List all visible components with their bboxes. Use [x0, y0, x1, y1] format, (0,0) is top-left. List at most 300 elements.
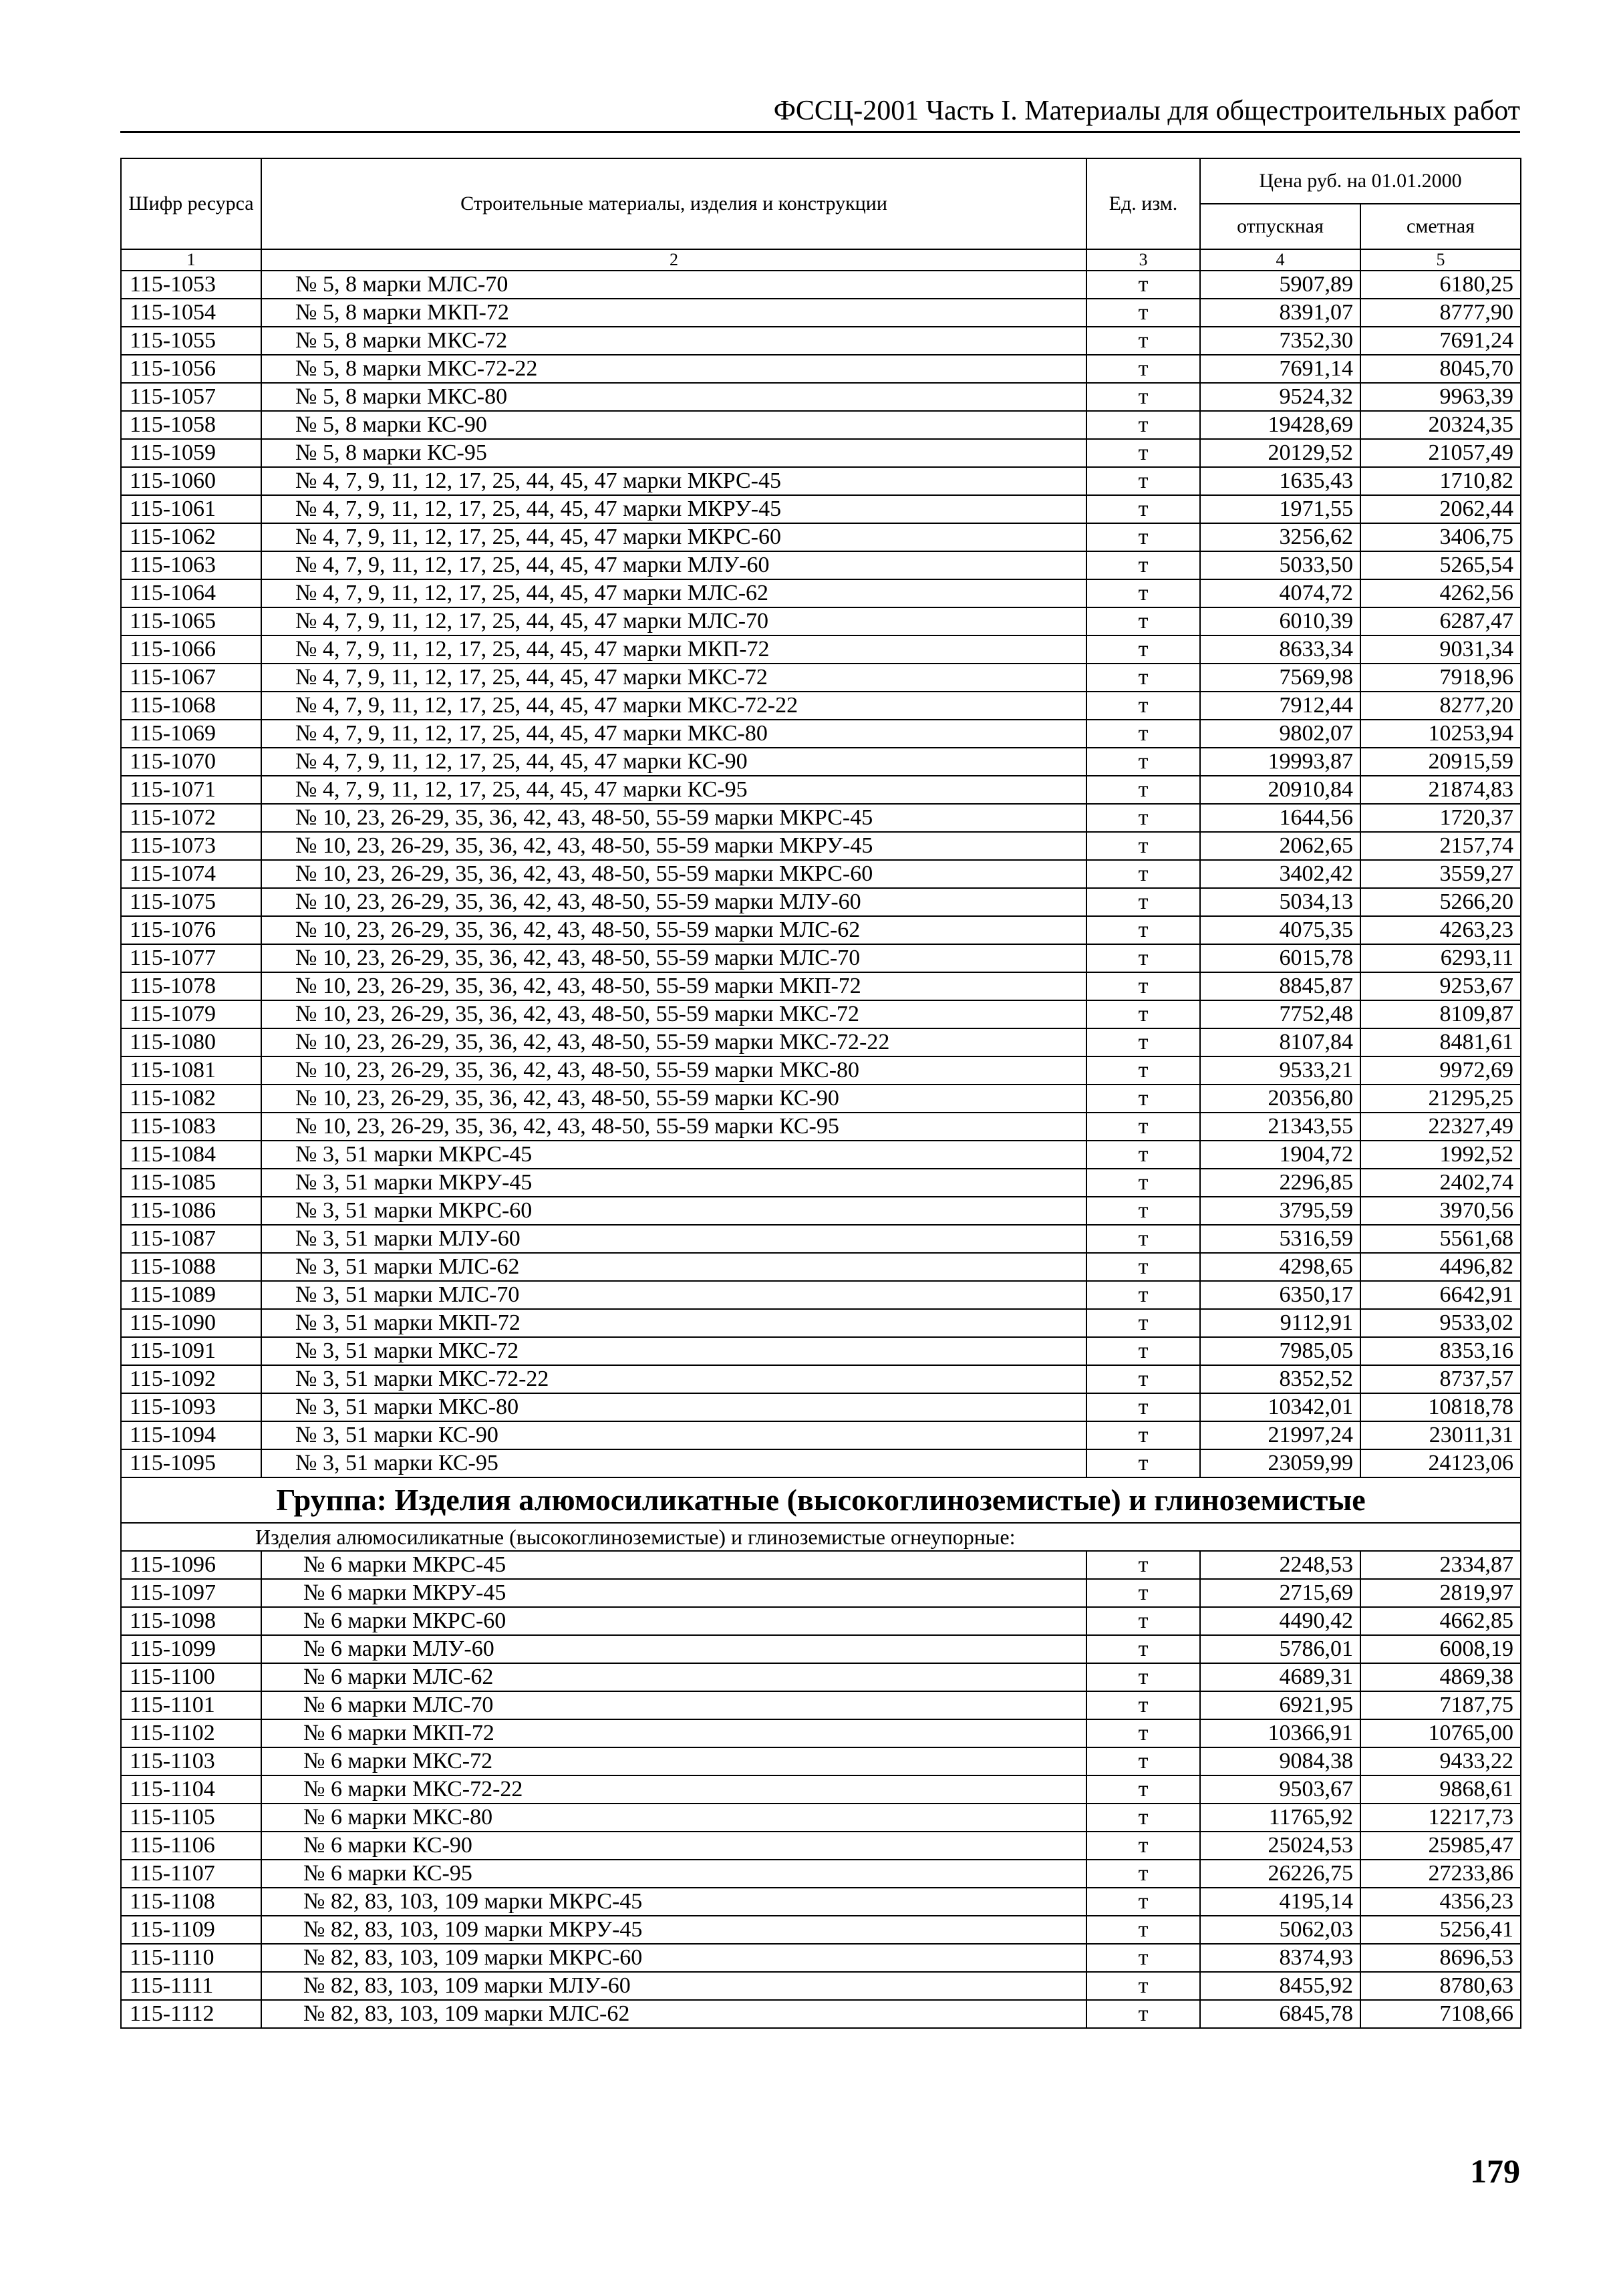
- table-row: [121, 1000, 1521, 1028]
- page-header: [120, 94, 1520, 133]
- estimate-price: 7691,24: [1360, 327, 1521, 355]
- release-price: 21997,24: [1200, 1421, 1360, 1449]
- release-price: 8455,92: [1200, 1972, 1360, 2000]
- unit-cell: т: [1086, 467, 1200, 495]
- resource-code: 115-1066: [121, 635, 261, 664]
- unit-cell: т: [1086, 1197, 1200, 1225]
- unit-cell: т: [1086, 888, 1200, 916]
- material-name: № 3, 51 марки МКС-72-22: [261, 1365, 1086, 1393]
- material-name: № 6 марки МЛС-70: [261, 1691, 1086, 1719]
- release-price: 2248,53: [1200, 1551, 1360, 1579]
- table-row: [121, 1141, 1521, 1169]
- resource-code: 115-1071: [121, 776, 261, 804]
- estimate-price: 6180,25: [1360, 271, 1521, 299]
- resource-code: 115-1080: [121, 1028, 261, 1056]
- material-name: № 82, 83, 103, 109 марки МКРС-60: [261, 1944, 1086, 1972]
- resource-code: 115-1087: [121, 1225, 261, 1253]
- material-name: № 4, 7, 9, 11, 12, 17, 25, 44, 45, 47 марки КС-90: [261, 748, 1086, 776]
- release-price: 7691,14: [1200, 355, 1360, 383]
- resource-code: 115-1097: [121, 1579, 261, 1607]
- resource-code: 115-1077: [121, 944, 261, 972]
- material-name: № 10, 23, 26-29, 35, 36, 42, 43, 48-50, 55-59 марки МКС-72-22: [261, 1028, 1086, 1056]
- resource-code: 115-1067: [121, 664, 261, 692]
- material-name: № 5, 8 марки МКП-72: [261, 299, 1086, 327]
- unit-cell: т: [1086, 1804, 1200, 1832]
- unit-cell: т: [1086, 299, 1200, 327]
- release-price: 2715,69: [1200, 1579, 1360, 1607]
- unit-cell: т: [1086, 551, 1200, 579]
- release-price: 9533,21: [1200, 1056, 1360, 1085]
- resource-code: 115-1092: [121, 1365, 261, 1393]
- release-price: 6921,95: [1200, 1691, 1360, 1719]
- release-price: 8352,52: [1200, 1365, 1360, 1393]
- material-name: № 6 марки МКРС-60: [261, 1607, 1086, 1635]
- estimate-price: 7918,96: [1360, 664, 1521, 692]
- table-row: [121, 1691, 1521, 1719]
- table-row: [121, 776, 1521, 804]
- estimate-price: 9253,67: [1360, 972, 1521, 1000]
- table-row: [121, 860, 1521, 888]
- unit-cell: т: [1086, 664, 1200, 692]
- unit-cell: т: [1086, 1607, 1200, 1635]
- material-name: № 6 марки МКРУ-45: [261, 1579, 1086, 1607]
- release-price: 1904,72: [1200, 1141, 1360, 1169]
- unit-cell: т: [1086, 1719, 1200, 1747]
- unit-cell: т: [1086, 748, 1200, 776]
- estimate-price: 20915,59: [1360, 748, 1521, 776]
- resource-code: 115-1093: [121, 1393, 261, 1421]
- release-price: 7569,98: [1200, 664, 1360, 692]
- material-name: № 3, 51 марки КС-95: [261, 1449, 1086, 1477]
- material-name: № 4, 7, 9, 11, 12, 17, 25, 44, 45, 47 марки МКС-72-22: [261, 692, 1086, 720]
- estimate-price: 4263,23: [1360, 916, 1521, 944]
- table-row: [121, 1281, 1521, 1309]
- resource-code: 115-1104: [121, 1775, 261, 1804]
- unit-cell: т: [1086, 1747, 1200, 1775]
- unit-cell: т: [1086, 1056, 1200, 1085]
- unit-cell: т: [1086, 832, 1200, 860]
- estimate-price: 7187,75: [1360, 1691, 1521, 1719]
- resource-code: 115-1068: [121, 692, 261, 720]
- resource-code: 115-1057: [121, 383, 261, 411]
- table-row: [121, 916, 1521, 944]
- col-number: 5: [1360, 249, 1521, 271]
- resource-code: 115-1086: [121, 1197, 261, 1225]
- estimate-price: 5266,20: [1360, 888, 1521, 916]
- resource-code: 115-1100: [121, 1663, 261, 1691]
- table-header: [121, 158, 1521, 271]
- material-name: № 82, 83, 103, 109 марки МКРУ-45: [261, 1916, 1086, 1944]
- estimate-price: 2402,74: [1360, 1169, 1521, 1197]
- table-row: [121, 355, 1521, 383]
- estimate-price: 6293,11: [1360, 944, 1521, 972]
- resource-code: 115-1102: [121, 1719, 261, 1747]
- release-price: 19428,69: [1200, 411, 1360, 439]
- table-row: [121, 1719, 1521, 1747]
- unit-cell: т: [1086, 1141, 1200, 1169]
- table-row: [121, 1972, 1521, 2000]
- material-name: № 4, 7, 9, 11, 12, 17, 25, 44, 45, 47 марки МКРС-60: [261, 523, 1086, 551]
- material-name: № 4, 7, 9, 11, 12, 17, 25, 44, 45, 47 марки МЛС-62: [261, 579, 1086, 607]
- unit-cell: т: [1086, 271, 1200, 299]
- resource-code: 115-1103: [121, 1747, 261, 1775]
- estimate-price: 10765,00: [1360, 1719, 1521, 1747]
- release-price: 20129,52: [1200, 439, 1360, 467]
- unit-cell: т: [1086, 1365, 1200, 1393]
- material-name: № 4, 7, 9, 11, 12, 17, 25, 44, 45, 47 марки МКС-72: [261, 664, 1086, 692]
- resource-code: 115-1108: [121, 1888, 261, 1916]
- material-name: № 6 марки МКС-80: [261, 1804, 1086, 1832]
- release-price: 4195,14: [1200, 1888, 1360, 1916]
- estimate-price: 8277,20: [1360, 692, 1521, 720]
- table-row: [121, 523, 1521, 551]
- material-name: № 10, 23, 26-29, 35, 36, 42, 43, 48-50, 55-59 марки МКС-80: [261, 1056, 1086, 1085]
- resource-code: 115-1059: [121, 439, 261, 467]
- material-name: № 4, 7, 9, 11, 12, 17, 25, 44, 45, 47 марки МКРС-45: [261, 467, 1086, 495]
- estimate-price: 12217,73: [1360, 1804, 1521, 1832]
- estimate-price: 2062,44: [1360, 495, 1521, 523]
- material-name: № 82, 83, 103, 109 марки МЛУ-60: [261, 1972, 1086, 2000]
- estimate-price: 5265,54: [1360, 551, 1521, 579]
- table-row: [121, 888, 1521, 916]
- release-price: 6015,78: [1200, 944, 1360, 972]
- table-row: [121, 327, 1521, 355]
- release-price: 8391,07: [1200, 299, 1360, 327]
- material-name: № 10, 23, 26-29, 35, 36, 42, 43, 48-50, 55-59 марки МКРУ-45: [261, 832, 1086, 860]
- resource-code: 115-1109: [121, 1916, 261, 1944]
- table-row: [121, 804, 1521, 832]
- unit-cell: т: [1086, 1028, 1200, 1056]
- material-name: № 3, 51 марки МКРУ-45: [261, 1169, 1086, 1197]
- release-price: 4490,42: [1200, 1607, 1360, 1635]
- estimate-price: 23011,31: [1360, 1421, 1521, 1449]
- estimate-price: 24123,06: [1360, 1449, 1521, 1477]
- unit-cell: т: [1086, 804, 1200, 832]
- table-row: [121, 1028, 1521, 1056]
- estimate-price: 6287,47: [1360, 607, 1521, 635]
- unit-cell: т: [1086, 720, 1200, 748]
- resource-code: 115-1105: [121, 1804, 261, 1832]
- release-price: 6350,17: [1200, 1281, 1360, 1309]
- material-name: № 3, 51 марки МКРС-60: [261, 1197, 1086, 1225]
- col-number: 4: [1200, 249, 1360, 271]
- resource-code: 115-1089: [121, 1281, 261, 1309]
- estimate-price: 5256,41: [1360, 1916, 1521, 1944]
- col-code-header: Шифр ресурса: [121, 158, 261, 249]
- table-row: [121, 467, 1521, 495]
- resource-code: 115-1056: [121, 355, 261, 383]
- resource-code: 115-1070: [121, 748, 261, 776]
- material-name: № 4, 7, 9, 11, 12, 17, 25, 44, 45, 47 марки КС-95: [261, 776, 1086, 804]
- table-row: [121, 1635, 1521, 1663]
- material-name: № 6 марки МКРС-45: [261, 1551, 1086, 1579]
- resource-code: 115-1076: [121, 916, 261, 944]
- resource-code: 115-1112: [121, 2000, 261, 2028]
- unit-cell: т: [1086, 1635, 1200, 1663]
- table-row: [121, 1085, 1521, 1113]
- release-price: 10366,91: [1200, 1719, 1360, 1747]
- col-number: 1: [121, 249, 261, 271]
- unit-cell: т: [1086, 972, 1200, 1000]
- release-price: 2062,65: [1200, 832, 1360, 860]
- table-row: [121, 1309, 1521, 1337]
- resource-code: 115-1074: [121, 860, 261, 888]
- unit-cell: т: [1086, 1253, 1200, 1281]
- col-price-header: Цена руб. на 01.01.2000: [1200, 158, 1521, 204]
- material-name: № 6 марки КС-95: [261, 1860, 1086, 1888]
- unit-cell: т: [1086, 327, 1200, 355]
- release-price: 2296,85: [1200, 1169, 1360, 1197]
- material-name: № 6 марки МКС-72: [261, 1747, 1086, 1775]
- unit-cell: т: [1086, 1860, 1200, 1888]
- release-price: 7752,48: [1200, 1000, 1360, 1028]
- material-name: № 5, 8 марки МЛС-70: [261, 271, 1086, 299]
- resource-code: 115-1091: [121, 1337, 261, 1365]
- resource-code: 115-1082: [121, 1085, 261, 1113]
- table-row: [121, 1365, 1521, 1393]
- unit-cell: т: [1086, 1972, 1200, 2000]
- estimate-price: 2334,87: [1360, 1551, 1521, 1579]
- resource-code: 115-1058: [121, 411, 261, 439]
- unit-cell: т: [1086, 495, 1200, 523]
- table-row: [121, 1775, 1521, 1804]
- resource-code: 115-1072: [121, 804, 261, 832]
- estimate-price: 27233,86: [1360, 1860, 1521, 1888]
- resource-code: 115-1053: [121, 271, 261, 299]
- resource-code: 115-1095: [121, 1449, 261, 1477]
- table-row: [121, 664, 1521, 692]
- release-price: 19993,87: [1200, 748, 1360, 776]
- release-price: 5316,59: [1200, 1225, 1360, 1253]
- material-name: № 6 марки МЛУ-60: [261, 1635, 1086, 1663]
- table-body-group2: [121, 1551, 1521, 2028]
- release-price: 7352,30: [1200, 327, 1360, 355]
- estimate-price: 25985,47: [1360, 1832, 1521, 1860]
- resource-code: 115-1065: [121, 607, 261, 635]
- material-name: № 10, 23, 26-29, 35, 36, 42, 43, 48-50, 55-59 марки МЛС-62: [261, 916, 1086, 944]
- release-price: 1644,56: [1200, 804, 1360, 832]
- group-section: [121, 1477, 1521, 1551]
- estimate-price: 3406,75: [1360, 523, 1521, 551]
- table-row: [121, 607, 1521, 635]
- material-name: № 4, 7, 9, 11, 12, 17, 25, 44, 45, 47 марки МКС-80: [261, 720, 1086, 748]
- material-name: № 10, 23, 26-29, 35, 36, 42, 43, 48-50, 55-59 марки КС-90: [261, 1085, 1086, 1113]
- release-price: 1635,43: [1200, 467, 1360, 495]
- table-row: [121, 1197, 1521, 1225]
- group-subtitle: Изделия алюмосиликатные (высокоглиноземистые) и глиноземистые огнеупорные:: [121, 1523, 1521, 1551]
- table-row: [121, 495, 1521, 523]
- table-row: [121, 1888, 1521, 1916]
- page-title: ФССЦ-2001 Часть I. Материалы для общестроительных работ: [773, 96, 1520, 126]
- resource-code: 115-1085: [121, 1169, 261, 1197]
- resource-code: 115-1062: [121, 523, 261, 551]
- table-row: [121, 635, 1521, 664]
- material-name: № 10, 23, 26-29, 35, 36, 42, 43, 48-50, 55-59 марки МЛУ-60: [261, 888, 1086, 916]
- unit-cell: т: [1086, 1551, 1200, 1579]
- resource-code: 115-1106: [121, 1832, 261, 1860]
- table-row: [121, 1607, 1521, 1635]
- release-price: 1971,55: [1200, 495, 1360, 523]
- table-row: [121, 1421, 1521, 1449]
- table-row: [121, 1663, 1521, 1691]
- material-name: № 5, 8 марки МКС-80: [261, 383, 1086, 411]
- unit-cell: т: [1086, 607, 1200, 635]
- table-row: [121, 972, 1521, 1000]
- unit-cell: т: [1086, 355, 1200, 383]
- release-price: 26226,75: [1200, 1860, 1360, 1888]
- estimate-price: 8777,90: [1360, 299, 1521, 327]
- table-row: [121, 748, 1521, 776]
- release-price: 21343,55: [1200, 1113, 1360, 1141]
- unit-cell: т: [1086, 1691, 1200, 1719]
- estimate-price: 7108,66: [1360, 2000, 1521, 2028]
- estimate-price: 2819,97: [1360, 1579, 1521, 1607]
- col-release-header: отпускная: [1200, 204, 1360, 249]
- release-price: 5786,01: [1200, 1635, 1360, 1663]
- material-name: № 4, 7, 9, 11, 12, 17, 25, 44, 45, 47 марки МКП-72: [261, 635, 1086, 664]
- material-name: № 3, 51 марки МКС-72: [261, 1337, 1086, 1365]
- table-body-group1: [121, 271, 1521, 1477]
- release-price: 4298,65: [1200, 1253, 1360, 1281]
- estimate-price: 8780,63: [1360, 1972, 1521, 2000]
- release-price: 9084,38: [1200, 1747, 1360, 1775]
- unit-cell: т: [1086, 1085, 1200, 1113]
- material-name: № 10, 23, 26-29, 35, 36, 42, 43, 48-50, 55-59 марки МКРС-60: [261, 860, 1086, 888]
- table-row: [121, 720, 1521, 748]
- unit-cell: т: [1086, 1775, 1200, 1804]
- estimate-price: 20324,35: [1360, 411, 1521, 439]
- release-price: 8633,34: [1200, 635, 1360, 664]
- unit-cell: т: [1086, 1281, 1200, 1309]
- estimate-price: 9433,22: [1360, 1747, 1521, 1775]
- estimate-price: 8481,61: [1360, 1028, 1521, 1056]
- unit-cell: т: [1086, 1888, 1200, 1916]
- material-name: № 10, 23, 26-29, 35, 36, 42, 43, 48-50, 55-59 марки КС-95: [261, 1113, 1086, 1141]
- resource-code: 115-1081: [121, 1056, 261, 1085]
- release-price: 25024,53: [1200, 1832, 1360, 1860]
- material-name: № 5, 8 марки МКС-72-22: [261, 355, 1086, 383]
- release-price: 9802,07: [1200, 720, 1360, 748]
- release-price: 9503,67: [1200, 1775, 1360, 1804]
- estimate-price: 1720,37: [1360, 804, 1521, 832]
- col-estimate-header: сметная: [1360, 204, 1521, 249]
- table-row: [121, 832, 1521, 860]
- table-row: [121, 271, 1521, 299]
- material-name: № 10, 23, 26-29, 35, 36, 42, 43, 48-50, 55-59 марки МКРС-45: [261, 804, 1086, 832]
- table-row: [121, 439, 1521, 467]
- material-name: № 3, 51 марки МЛУ-60: [261, 1225, 1086, 1253]
- resource-code: 115-1111: [121, 1972, 261, 2000]
- release-price: 6010,39: [1200, 607, 1360, 635]
- material-name: № 6 марки КС-90: [261, 1832, 1086, 1860]
- resource-code: 115-1061: [121, 495, 261, 523]
- unit-cell: т: [1086, 1579, 1200, 1607]
- unit-cell: т: [1086, 579, 1200, 607]
- estimate-price: 9868,61: [1360, 1775, 1521, 1804]
- unit-cell: т: [1086, 916, 1200, 944]
- unit-cell: т: [1086, 1916, 1200, 1944]
- resource-code: 115-1060: [121, 467, 261, 495]
- unit-cell: т: [1086, 1421, 1200, 1449]
- release-price: 5062,03: [1200, 1916, 1360, 1944]
- estimate-price: 3559,27: [1360, 860, 1521, 888]
- material-name: № 3, 51 марки МКП-72: [261, 1309, 1086, 1337]
- material-name: № 3, 51 марки МЛС-62: [261, 1253, 1086, 1281]
- table-row: [121, 1832, 1521, 1860]
- col-unit-header: Ед. изм.: [1086, 158, 1200, 249]
- resource-code: 115-1107: [121, 1860, 261, 1888]
- resource-code: 115-1078: [121, 972, 261, 1000]
- material-name: № 4, 7, 9, 11, 12, 17, 25, 44, 45, 47 марки МЛС-70: [261, 607, 1086, 635]
- estimate-price: 4262,56: [1360, 579, 1521, 607]
- estimate-price: 4662,85: [1360, 1607, 1521, 1635]
- table-row: [121, 1944, 1521, 1972]
- resource-code: 115-1054: [121, 299, 261, 327]
- estimate-price: 9031,34: [1360, 635, 1521, 664]
- table-row: [121, 944, 1521, 972]
- unit-cell: т: [1086, 944, 1200, 972]
- material-name: № 10, 23, 26-29, 35, 36, 42, 43, 48-50, 55-59 марки МЛС-70: [261, 944, 1086, 972]
- table-row: [121, 1393, 1521, 1421]
- unit-cell: т: [1086, 1225, 1200, 1253]
- estimate-price: 9972,69: [1360, 1056, 1521, 1085]
- estimate-price: 3970,56: [1360, 1197, 1521, 1225]
- resource-code: 115-1098: [121, 1607, 261, 1635]
- table-row: [121, 299, 1521, 327]
- estimate-price: 22327,49: [1360, 1113, 1521, 1141]
- release-price: 7912,44: [1200, 692, 1360, 720]
- release-price: 11765,92: [1200, 1804, 1360, 1832]
- estimate-price: 6008,19: [1360, 1635, 1521, 1663]
- material-name: № 5, 8 марки КС-95: [261, 439, 1086, 467]
- release-price: 20356,80: [1200, 1085, 1360, 1113]
- resource-code: 115-1090: [121, 1309, 261, 1337]
- resource-code: 115-1088: [121, 1253, 261, 1281]
- material-name: № 5, 8 марки КС-90: [261, 411, 1086, 439]
- release-price: 5907,89: [1200, 271, 1360, 299]
- unit-cell: т: [1086, 1113, 1200, 1141]
- material-name: № 3, 51 марки КС-90: [261, 1421, 1086, 1449]
- release-price: 6845,78: [1200, 2000, 1360, 2028]
- page-number: 179: [1470, 2152, 1520, 2190]
- estimate-price: 2157,74: [1360, 832, 1521, 860]
- release-price: 8845,87: [1200, 972, 1360, 1000]
- estimate-price: 8696,53: [1360, 1944, 1521, 1972]
- release-price: 8107,84: [1200, 1028, 1360, 1056]
- material-name: № 3, 51 марки МКС-80: [261, 1393, 1086, 1421]
- release-price: 3795,59: [1200, 1197, 1360, 1225]
- material-name: № 6 марки МКП-72: [261, 1719, 1086, 1747]
- unit-cell: т: [1086, 1169, 1200, 1197]
- material-name: № 82, 83, 103, 109 марки МКРС-45: [261, 1888, 1086, 1916]
- unit-cell: т: [1086, 1449, 1200, 1477]
- estimate-price: 21057,49: [1360, 439, 1521, 467]
- material-name: № 82, 83, 103, 109 марки МЛС-62: [261, 2000, 1086, 2028]
- estimate-price: 8353,16: [1360, 1337, 1521, 1365]
- estimate-price: 1992,52: [1360, 1141, 1521, 1169]
- table-row: [121, 1804, 1521, 1832]
- release-price: 4075,35: [1200, 916, 1360, 944]
- col-number: 3: [1086, 249, 1200, 271]
- material-name: № 6 марки МКС-72-22: [261, 1775, 1086, 1804]
- estimate-price: 4496,82: [1360, 1253, 1521, 1281]
- release-price: 4689,31: [1200, 1663, 1360, 1691]
- unit-cell: т: [1086, 1393, 1200, 1421]
- resource-code: 115-1094: [121, 1421, 261, 1449]
- table-row: [121, 1169, 1521, 1197]
- unit-cell: т: [1086, 1944, 1200, 1972]
- estimate-price: 9533,02: [1360, 1309, 1521, 1337]
